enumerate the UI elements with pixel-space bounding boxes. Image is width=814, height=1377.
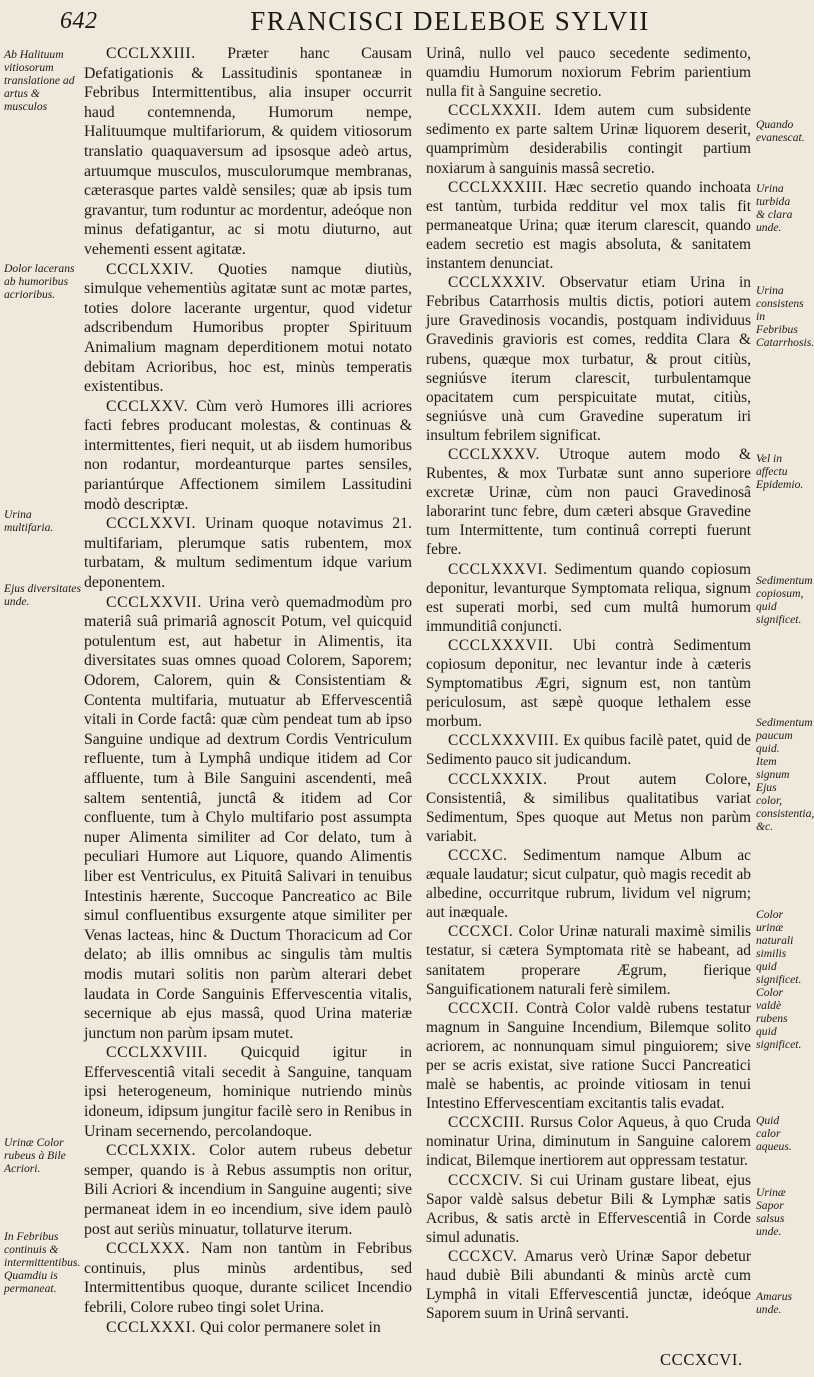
right-margin-note: Quid calor aqueus. xyxy=(756,1114,792,1153)
paragraph-text: Prout autem Colore, Consistentiâ, & similibus qualitatibus variat Sedimentum, Spes quoque aut Metus non parùm variabit. xyxy=(426,770,751,845)
left-margin-note: Ejus diversitates unde. xyxy=(4,582,81,608)
left-text-column xyxy=(84,44,412,1337)
paragraph xyxy=(426,560,751,636)
paragraph-text: Contrà Color valdè rubens testatur magnum in Sanguine Incendium, Bilemque solito acriorem, ac nonnunquam simul pinguiorem; sive per se acris existat, sive ratione Succi Pancreatici malè se habentis, ac proinde vitiosam in tenui Intestino Effervescentiam excitantis talis evadat. xyxy=(426,999,751,1113)
paragraph-number: CCCLXXXVI. xyxy=(448,560,548,578)
right-margin-note: Urina consistens in Febribus Catarrhosis. xyxy=(756,284,814,349)
paragraph xyxy=(426,445,751,560)
paragraph-number: CCCLXXXI. xyxy=(106,1318,197,1336)
paragraph-text: Sedimentum quando copiosum deponitur, levanturque Symptomata reliqua, signum est superati morbi, sed cum multâ humorum immunditiâ conjuncti. xyxy=(426,560,751,635)
paragraph xyxy=(426,273,751,445)
right-margin-note: Urina turbida & clara unde. xyxy=(756,182,793,234)
paragraph-number: CCCLXXV. xyxy=(106,397,189,415)
paragraph-text: Urinâ, nullo vel pauco secedente sedimento, quamdiu Humorum noxiorum Febrim parientium nulla fit à Sanguine secretio. xyxy=(426,45,751,101)
paragraph-number: CCCLXXXIII. xyxy=(448,178,548,196)
paragraph-number: CCCLXXXII. xyxy=(448,102,542,120)
paragraph-text: Qui color permanere solet in xyxy=(200,1318,381,1336)
paragraph xyxy=(426,770,751,846)
paragraph-text: Utroque autem modo & Rubentes, & mox Turbatæ sunt anno superiore excretæ Urinæ, cùm non pauci Gravedinosâ laborarint tunc febre, dum cæteri absque Gravedine tum Intermittente, tum continuâ correpti fuerunt febre. xyxy=(426,445,751,559)
left-margin-note: Urinæ Color rubeus à Bile Acriori. xyxy=(4,1136,66,1175)
right-margin-note: Sedimentum copiosum, quid significet. xyxy=(756,574,813,626)
paragraph-number: CCCXCIV. xyxy=(448,1171,524,1189)
paragraph xyxy=(84,44,412,260)
paragraph-text: Hæc secretio quando inchoata est tantùm, turbida redditur vel mox talis fit permaneatque Urina; quæ iterum clarescit, quando eadem secretio est magis absoluta, & sanitatem instantem denunciat. xyxy=(426,178,751,273)
paragraph xyxy=(426,999,751,1114)
paragraph-text: Urina verò quemadmodùm pro materiâ suâ primariâ agnoscit Potum, vel quicquid potulentum est, aut habetur in Alimentis, ita diversitates suas omnes quoad Colorem, Saporem; Odorem, Calorem, quin & Consistentiam & Contenta multifaria, mutuatur ab Effervescentiâ vitali in Corde factâ: quæ cùm pendeat tum ab ipso Sanguine undique ad dextrum Cordis Ventriculum refluente, tum à Lymphâ undique itidem ad Cor affluente, tum à Bile Sanguini ascendenti, meâ saltem sententiâ, junctâ & itidem ad Cor confluente, tum à Chylo multifario post assumpta nuper Alimenta similiter ad Cor delato, tum à peculiari Humore aut Liquore, quando Alimentis liber est Ventriculus, ex Pituitâ Salivari in tenuibus Intestinis hærente, Succoque Pancreatico ac Bile simul confluentibus exsurgente atque similiter per Venas lacteas, hinc & Ductum Thoracicum ad Cor delato; ab illis omnibus ac singulis tàm multis modis mutari solitis non parùm alterari debet laudata in Corde Sanguinis Effervescentia vitalis, secernique ab ejus massâ, quod Urina materiæ junctum non parùm ipsam mutet. xyxy=(84,593,412,1042)
right-margin-note: Quando evanescat. xyxy=(756,118,805,144)
paragraph xyxy=(84,1141,412,1239)
right-margin-note: Urinæ Sapor salsus unde. xyxy=(756,1186,786,1238)
paragraph xyxy=(84,1239,412,1317)
paragraph xyxy=(84,514,412,592)
paragraph xyxy=(426,1247,751,1323)
paragraph xyxy=(426,1171,751,1247)
paragraph xyxy=(426,101,751,177)
paragraph-text: Ubi contrà Sedimentum copiosum deponitur, nec levantur inde à cæteris Symptomatibus Ægri, signum est, non tantùm periculosum, ast sæpè quoque lethalem esse morbum. xyxy=(426,636,751,731)
paragraph-text: Color Urinæ naturali maximè similis testatur, si cætera Symptomata ritè se habeant, ad sanitatem properare Ægrum, fierique Sanguificationem naturali ferè similem. xyxy=(426,923,751,998)
paragraph xyxy=(426,922,751,998)
paragraph-text: Urinam quoque notavimus 21. multifariam, plerumque satis rubentem, mox turbatam, & multum sedimentum idque varium deponentem. xyxy=(84,515,413,592)
paragraph-number: CCCLXXVI. xyxy=(106,515,197,533)
paragraph xyxy=(84,397,412,515)
paragraph-text: Cùm verò Humores illi acriores facti febres producant molestas, & continuas & intermittentes, fieri nequit, ut ab iisdem humoribus non rodantur, mordeanturque partes sensiles, pariantúrque Affectionem similem Lassitudini modò descriptæ. xyxy=(84,397,413,513)
paragraph-number: CCCLXXVIII. xyxy=(106,1044,208,1062)
paragraph xyxy=(426,178,751,273)
paragraph-number: CCCLXXIV. xyxy=(106,260,195,278)
paragraph-number: CCCLXXVII. xyxy=(106,593,202,611)
paragraph xyxy=(426,44,751,101)
paragraph xyxy=(84,260,412,397)
left-margin-note: Ab Halituum vitiosorum translatione ad artus & musculos xyxy=(4,48,75,113)
paragraph-number: CCCLXXIII. xyxy=(106,45,196,62)
paragraph-text: Si cui Urinam gustare libeat, ejus Sapor valdè salsus debetur Bili & Lymphæ satis Acribus, & satis arctè in Effervescentiâ in Corde simul adunatis. xyxy=(426,1171,751,1246)
paragraph-text: Amarus verò Urinæ Sapor debetur haud dubiè Bili abundanti & minùs arctè cum Lymphâ in vitali Effervescentiâ junctæ, ideóque Saporem suum in Urinâ servanti. xyxy=(426,1247,752,1323)
paragraph-number: CCCXCIII. xyxy=(448,1114,525,1132)
paragraph-number: CCCXCV. xyxy=(448,1247,518,1265)
paragraph xyxy=(84,593,412,1044)
paragraph xyxy=(84,1043,412,1141)
paragraph-text: Quicquid igitur in Effervescentiâ vitali secedit à Sanguine, tanquam ipsi heterogeneum, hominique nutriendo minùs idoneum, idipsum jungitur facilè sero in Renibus in Urinam secernendo, percolandoque. xyxy=(84,1044,413,1140)
right-margin-note: Amarus unde. xyxy=(756,1290,793,1316)
paragraph-text: Sedimentum namque Album ac æquale laudatur; sicut culpatur, quò magis recedit ab albedine, occurritque rubrum, lividum vel nigrum; aut inæquale. xyxy=(426,846,751,922)
paragraph-text: Ex quibus facilè patet, quid de Sedimento pauco sit judicandum. xyxy=(426,732,751,769)
paragraph-text: Nam non tantùm in Febribus continuis, plus minùs ardentibus, sed Intermittentibus quoque, durante scilicet Incendio febrili, Colore rubeo tingi solet Urina. xyxy=(84,1240,412,1316)
paragraph-text: Idem autem cum subsidente sedimento ex parte saltem Urinæ liquorem deserit, quamprimùm desiderabilis contingit partium noxiarum à sanguinis massâ secretio. xyxy=(426,102,751,177)
right-margin-note: Sedimentum paucum quid. Item signum Ejus color, consistentia, &c. xyxy=(756,716,814,833)
paragraph xyxy=(426,731,751,769)
paragraph-number: CCCLXXXVII. xyxy=(448,636,554,654)
paragraph-number: CCCLXXXIX. xyxy=(448,770,548,788)
page-number: 642 xyxy=(60,8,98,34)
paragraph-number: CCCLXXX. xyxy=(106,1240,191,1258)
catchword: CCCXCVI. xyxy=(660,1350,743,1369)
paragraph xyxy=(84,1318,412,1338)
paragraph-number: CCCXCI. xyxy=(448,923,514,941)
paragraph xyxy=(426,636,751,731)
paragraph-number: CCCLXXXV. xyxy=(448,445,540,463)
right-margin-note: Color urinæ naturali similis quid significet. Color valdè rubens quid significet. xyxy=(756,908,802,1051)
paragraph-number: CCCXCII. xyxy=(448,999,520,1017)
page-header xyxy=(0,0,800,44)
paragraph-number: CCCLXXXVIII. xyxy=(448,732,560,750)
left-margin-note: Urina multifaria. xyxy=(4,508,54,534)
paragraph-number: CCCLXXXIV. xyxy=(448,274,546,292)
left-margin-note: Dolor lacerans ab humoribus acrioribus. xyxy=(4,262,75,301)
paragraph xyxy=(426,846,751,922)
paragraph xyxy=(426,1113,751,1170)
paragraph-text: Observatur etiam Urina in Febribus Catarrhosis multis dictis, potiori autem jure Gravedinosis vocandis, postquam individuus Gravedinis gravioris est comes, reddita Clara & rubens, quæque mox turbatur, & prout citiùs, segniúsve iterum clarescit, turbulentamque opacitatem cum perspicuitate mutat, citiùs, segniúsve unà cum Gravedine superatum iri insultum febrilem significat. xyxy=(426,274,751,444)
paragraph-number: CCCXC. xyxy=(448,846,508,864)
paragraph-text: Color autem rubeus debetur semper, quando is à Rebus assumptis non oritur, Bili Acriori & incendium in Sanguine augenti; sive permaneat idem in eo incendium, sive idem paulò post aut seriùs minuatur, tollaturve iterum. xyxy=(84,1142,412,1238)
left-margin-note: In Febribus continuis & intermittentibus. Quamdiu is permaneat. xyxy=(4,1230,81,1295)
paragraph-text: Quoties namque diutiùs, simulque vehementiùs agitatæ sunt ac motæ partes, toties dolore lacerante urgentur, quod videtur adscribendum Humoribus propter Spirituum Animalium magnam deperditionem motui notato debitam Acrioribus, hoc est, minùs temperatis existentibus. xyxy=(84,260,412,396)
paragraph-text: Rursus Color Aqueus, à quo Cruda nominatur Urina, diminutum in Sanguine calorem indicat, Bilemque inertiorem aut oppressam testatur. xyxy=(426,1114,751,1170)
right-margin-note: Vel in affectu Epidemio. xyxy=(756,452,804,491)
paragraph-text: Præter hanc Causam Defatigationis & Lassitudinis spontaneæ in Febribus Intermittentibus, alia insuper occurrit haud contemnenda, Humorum nempe, Halituumque multifariorum, & quidem vitiosorum translatio quaquaversum ad ipsosque adeò artus, artuumque musculos, musculorumque membranas, cæterasque partes valdè sensiles; quæ ab ipsis tum gravantur, tum roduntur ac mordentur, adeóque non minus defatigantur, ac si motu diuturno, aut vehementi essent agitatæ. xyxy=(84,45,413,258)
right-text-column xyxy=(426,44,751,1323)
running-title: FRANCISCI DELEBOE SYLVII xyxy=(250,6,650,36)
paragraph-number: CCCLXXIX. xyxy=(106,1142,197,1160)
